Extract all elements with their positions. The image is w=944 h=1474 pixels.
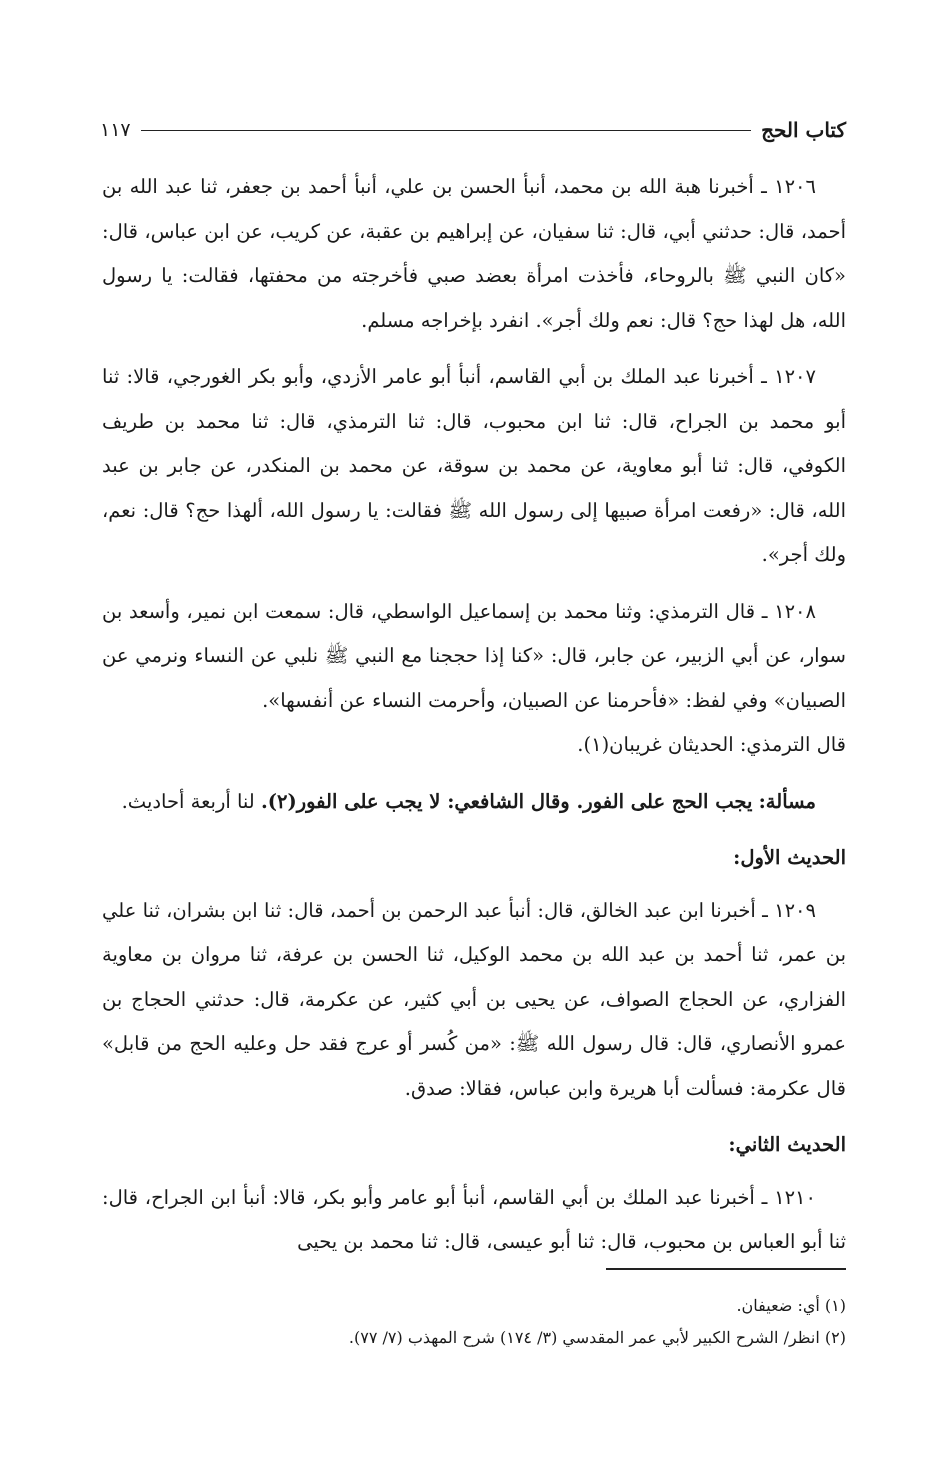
footnote-1: (١) أي: ضعيفان. [736,1296,846,1315]
header-rule [141,130,751,131]
hadith-heading-second: الحديث الثاني: [728,1133,846,1156]
main-text [102,165,846,1277]
hadith-heading-first: الحديث الأول: [733,846,846,869]
header-title: كتاب الحج [761,118,846,142]
mas-ala-label: مسألة: [758,789,816,813]
mas-ala-ruling: يجب الحج على الفور. وقال الشافعي: لا يجب على الفور(٢). [260,789,753,813]
hadith-1210: ١٢١٠ ـ أخبرنا عبد الملك بن أبي القاسم، أنبأ أبو عامر وأبو بكر، قالا: أنبأ ابن الجراح، قال: ثنا أبو العباس بن محبوب، قال: ثنا أبو عيسى، قال: ثنا محمد بن يحيى [102,1185,846,1253]
hadith-1207: ١٢٠٧ ـ أخبرنا عبد الملك بن أبي القاسم، أنبأ أبو عامر الأزدي، وأبو بكر الغورجي، قالا: ثنا أبو محمد بن الجراح، قال: ثنا ابن محبوب، قال: ثنا الترمذي، قال: ثنا محمد بن طريف الكوفي، قال: ثنا أبو معاوية، عن محمد بن سوقة، عن محمد بن المنكدر، عن جابر بن عبد الله، قال: «رفعت امرأة صبيها إلى رسول الله ﷺ فقالت: يا رسول الله، ألهذا حج؟ قال: نعم، ولك أجر». [102,365,846,566]
footnote-2: (٢) انظر/ الشرح الكبير لأبي عمر المقدسي (٣/ ١٧٤) شرح المهذب (٧/ ٧٧). [348,1328,846,1347]
mas-ala [102,780,846,825]
footnote-separator [606,1268,846,1270]
running-header [100,112,846,148]
hadith-1206: ١٢٠٦ ـ أخبرنا هبة الله بن محمد، أنبأ الحسن بن علي، أنبأ أحمد بن جعفر، ثنا عبد الله بن أحمد، قال: حدثني أبي، قال: ثنا سفيان، عن إبراهيم بن عقبة، عن كريب، عن ابن عباس، قال: «كان النبي ﷺ بالروحاء، فأخذت امرأة بعضد صبي فأخرجته من محفتها، فقالت: يا رسول الله، هل لهذا حج؟ قال: نعم ولك أجر». انفرد بإخراجه مسلم. [102,175,846,332]
mas-ala-rest: لنا أربعة أحاديث. [121,789,255,813]
page-number: ١١٧ [100,119,131,141]
hadith-1208: ١٢٠٨ ـ قال الترمذي: وثنا محمد بن إسماعيل الواسطي، قال: سمعت ابن نمير، وأسعد بن سوار، عن أبي الزبير، عن جابر، قال: «كنا إذا حججنا مع النبي ﷺ نلبي عن النساء ونرمي عن الصبيان» وفي لفظ: «فأحرمنا عن الصبيان، وأحرمت النساء عن أنفسها». [102,599,846,712]
footnotes [102,1290,846,1354]
tirmidhi-note: قال الترمذي: الحديثان غريبان(١). [577,733,846,756]
hadith-1209: ١٢٠٩ ـ أخبرنا ابن عبد الخالق، قال: أنبأ عبد الرحمن بن أحمد، قال: ثنا ابن بشران، ثنا علي بن عمر، ثنا أحمد بن عبد الله بن محمد الوكيل، ثنا الحسن بن عرفة، ثنا مروان بن معاوية الفزاري، عن الحجاج الصواف، عن يحيى بن أبي كثير، عن عكرمة، قال: حدثني الحجاج بن عمرو الأنصاري، قال: قال رسول الله ﷺ: «من كُسر أو عرج فقد حل وعليه الحج من قابل» قال عكرمة: فسألت أبا هريرة وابن عباس، فقالا: صدق. [102,898,846,1100]
